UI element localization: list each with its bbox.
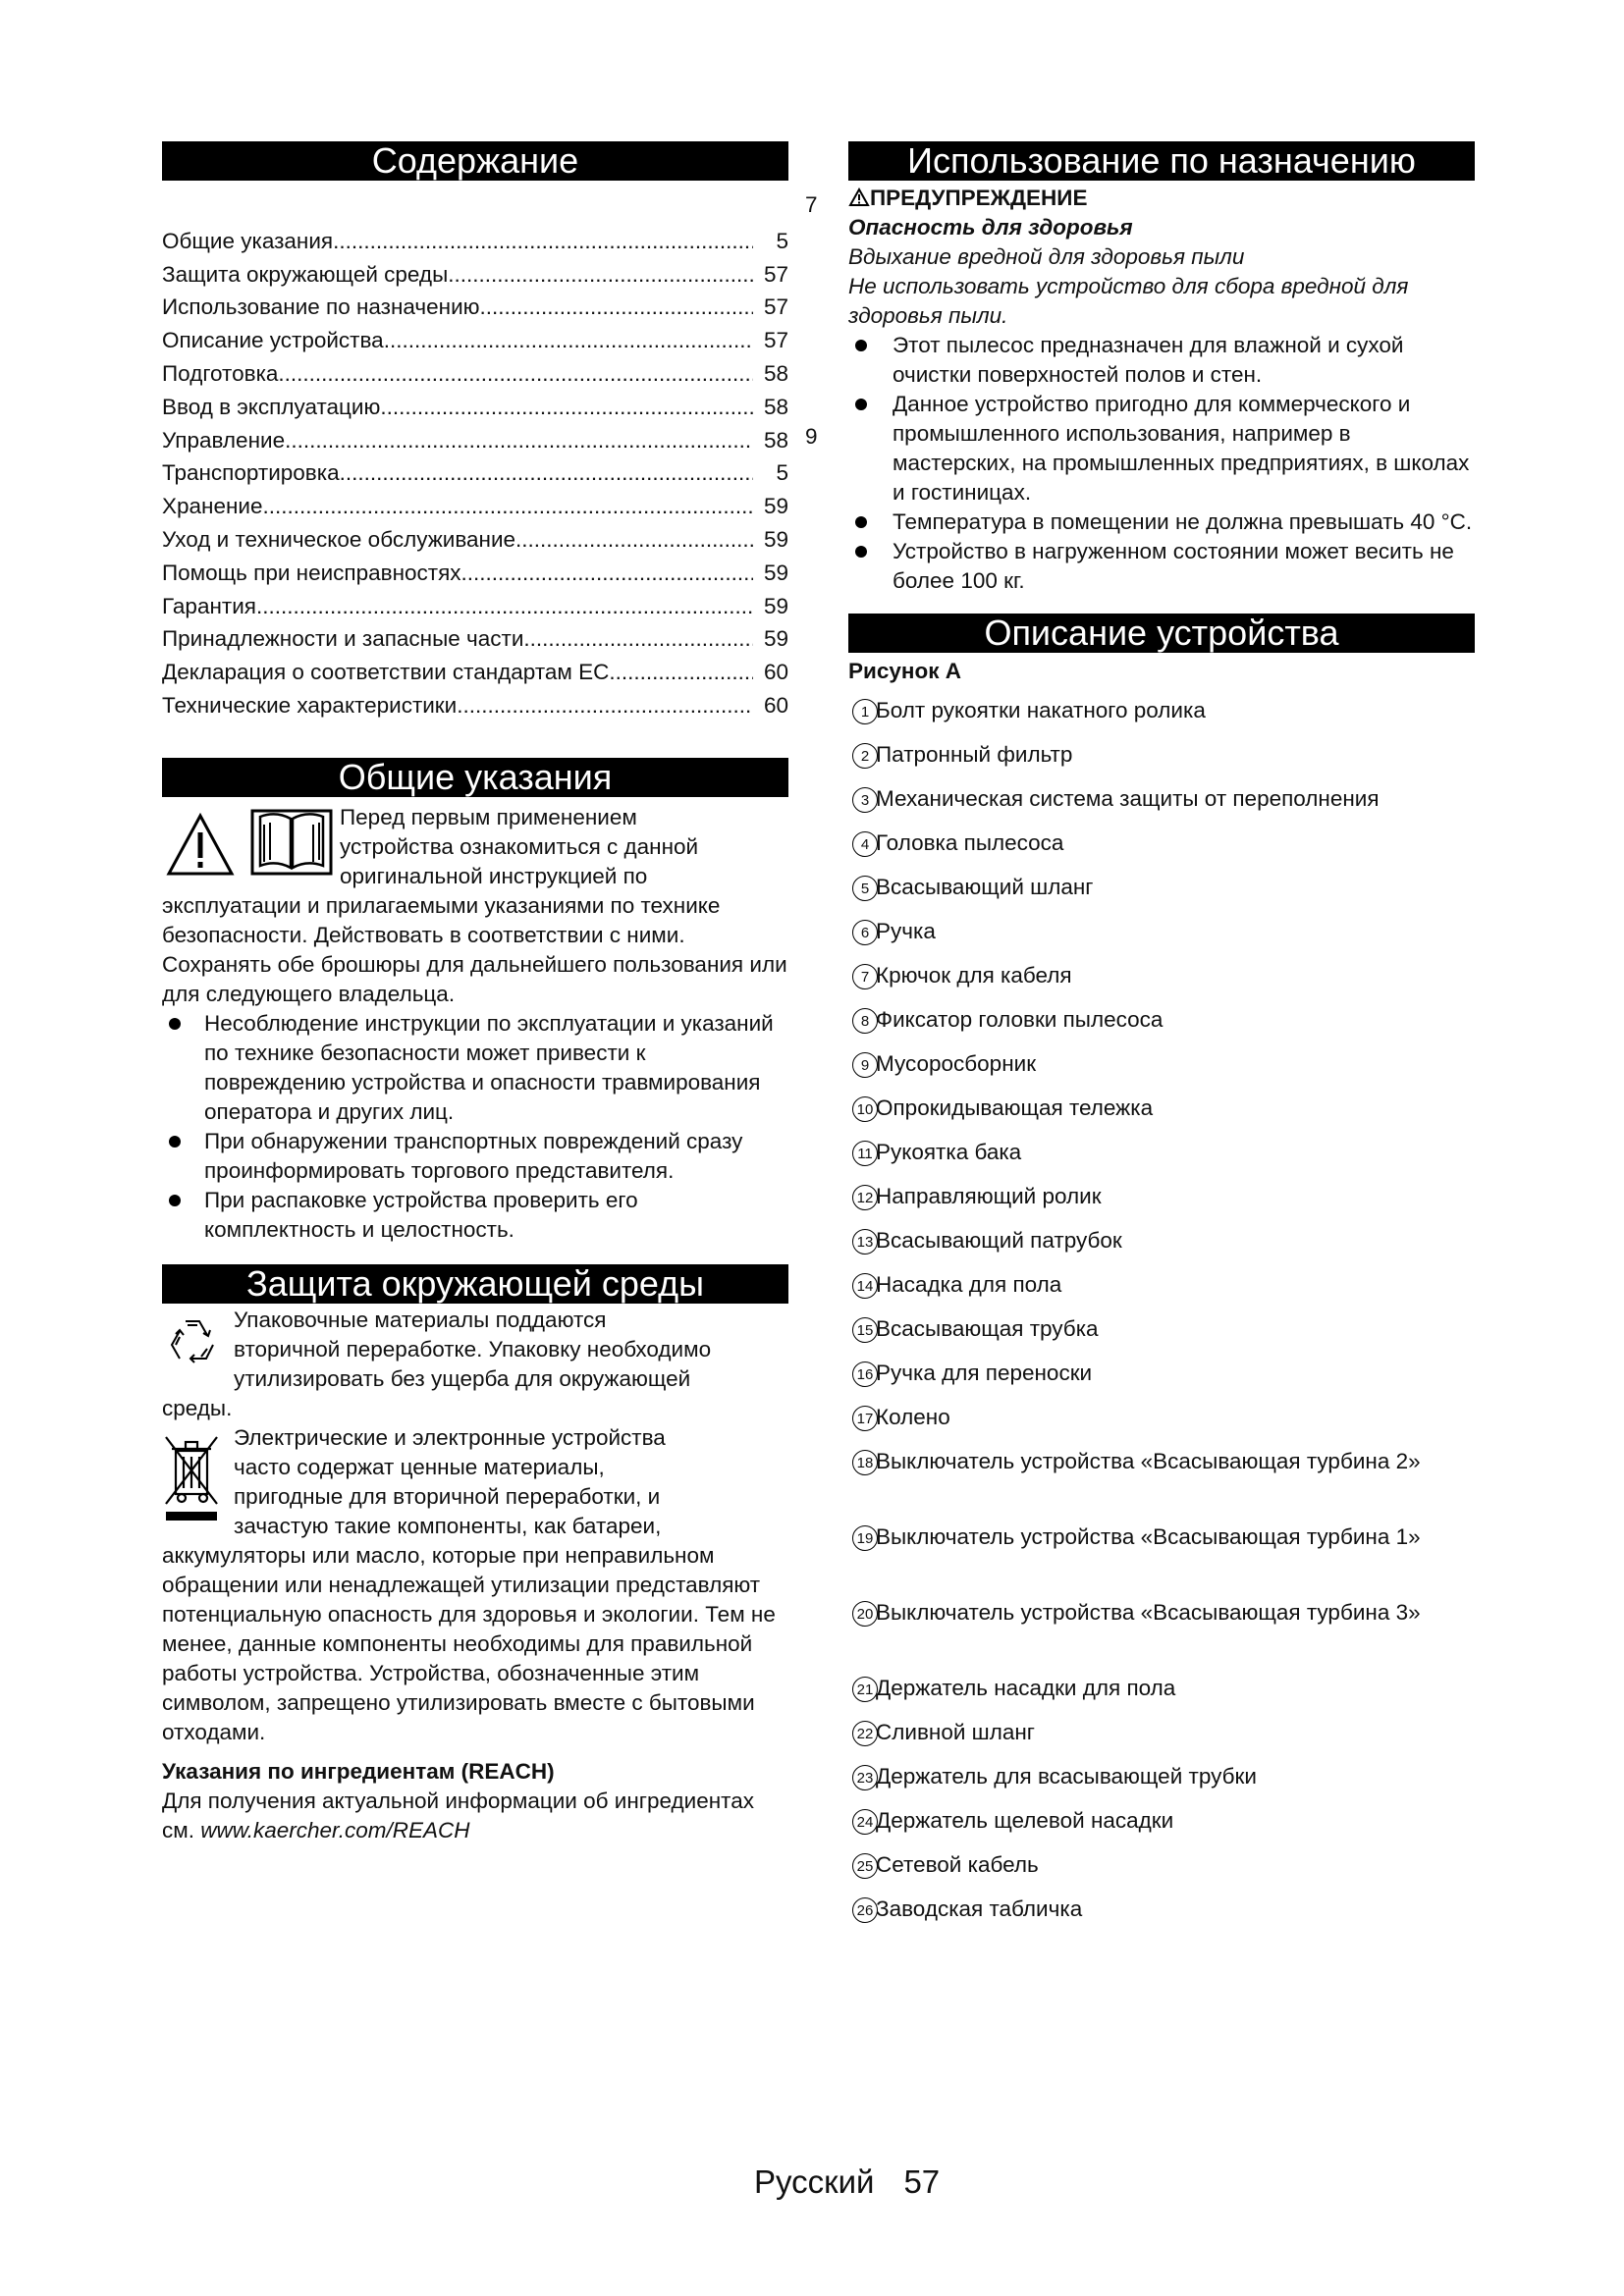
toc-title: Управление [162, 427, 286, 453]
usage-bullet-item: Температура в помещении не должна превышать 40 °C. [848, 507, 1475, 537]
part-label: Держатель насадки для пола [876, 1676, 1176, 1700]
toc-page: 58 [763, 394, 788, 419]
toc-page: 60 [763, 660, 788, 685]
warning-title: Опасность для здоровья [848, 215, 1133, 240]
toc-row[interactable] [162, 621, 788, 655]
part-number-badge: 7 [852, 964, 878, 989]
toc-page: 60 [763, 692, 788, 718]
part-label: Крючок для кабеля [876, 963, 1072, 988]
toc-row[interactable] [162, 355, 788, 389]
part-item [848, 1359, 1475, 1403]
part-item [848, 1762, 1475, 1806]
part-label: Болт рукоятки накатного ролика [876, 698, 1206, 722]
part-number-badge: 4 [852, 831, 878, 857]
toc-row[interactable] [162, 223, 788, 256]
toc-title: Ввод в эксплуатацию [162, 394, 381, 419]
toc-page: 58 [763, 427, 788, 453]
part-label: Выключатель устройства «Всасывающая турбина 1» [876, 1524, 1421, 1549]
toc-leader [333, 227, 753, 256]
part-item [848, 917, 1475, 961]
toc-row[interactable] [162, 322, 788, 355]
electronics-line-3: пригодные для вторичной переработки, и [234, 1483, 661, 1509]
general-intro-line-3: оригинальной инструкцией по [340, 863, 648, 888]
part-item [848, 1226, 1475, 1270]
part-label: Рукоятка бака [876, 1140, 1022, 1164]
stray-number-7: 7 [805, 192, 818, 217]
part-item [848, 1674, 1475, 1718]
toc-leader [285, 426, 753, 455]
part-number-badge: 20 [852, 1601, 878, 1627]
part-item [848, 1806, 1475, 1850]
reach-text [162, 1787, 788, 1845]
reach-link[interactable]: www.kaercher.com/REACH [200, 1817, 470, 1842]
manual-book-icon [250, 805, 333, 880]
usage-bullet-item: Устройство в нагруженном состоянии может весить не более 100 кг. [848, 537, 1475, 596]
toc-leader [448, 260, 753, 290]
toc-leader [461, 559, 753, 588]
toc-leader [523, 624, 753, 654]
toc-page: 5 [776, 228, 788, 253]
toc-leader [262, 492, 753, 521]
part-number-badge: 9 [852, 1052, 878, 1078]
toc-leader [380, 393, 753, 422]
toc-row[interactable] [162, 256, 788, 290]
warning-triangle-icon [166, 813, 235, 878]
reach-title: Указания по ингредиентам (REACH) [162, 1758, 555, 1784]
description-heading: Описание устройства [848, 614, 1475, 653]
part-label: Механическая система защиты от переполнения [876, 786, 1380, 811]
part-item [848, 1598, 1475, 1674]
toc-leader [457, 691, 753, 721]
part-item [848, 1718, 1475, 1762]
toc-row[interactable] [162, 488, 788, 521]
part-number-badge: 22 [852, 1721, 878, 1746]
toc-title: Защита окружающей среды [162, 261, 449, 287]
part-number-badge: 15 [852, 1317, 878, 1343]
electronics-line-2: часто содержат ценные материалы, [234, 1454, 605, 1479]
general-keep-text: Сохранять обе брошюры для дальнейшего пользования или для следующего владельца. [162, 951, 787, 1006]
part-label: Ручка [876, 919, 936, 943]
toc-row[interactable] [162, 521, 788, 555]
packaging-line-2: вторичной переработке. Упаковку необходимо [234, 1336, 712, 1362]
part-item [848, 1005, 1475, 1049]
toc-leader [256, 592, 753, 621]
toc-leader [384, 326, 753, 355]
general-heading: Общие указания [162, 758, 788, 797]
part-item [848, 961, 1475, 1005]
general-bullet-item: Несоблюдение инструкции по эксплуатации и указаний по технике безопасности может привести к повреждению устройства и опасности травмирования оператора и других лиц. [162, 1009, 788, 1127]
part-item [848, 740, 1475, 784]
part-item [848, 1447, 1475, 1522]
part-label: Держатель щелевой насадки [876, 1808, 1174, 1833]
part-number-badge: 13 [852, 1229, 878, 1255]
usage-heading: Использование по назначению [848, 141, 1475, 181]
part-number-badge: 10 [852, 1096, 878, 1122]
toc-title: Уход и техническое обслуживание [162, 526, 516, 552]
part-label: Головка пылесоса [876, 830, 1064, 855]
part-number-badge: 6 [852, 920, 878, 945]
part-label: Выключатель устройства «Всасывающая турбина 3» [876, 1600, 1421, 1625]
part-item [848, 1522, 1475, 1598]
part-item [848, 784, 1475, 828]
toc-title: Хранение [162, 494, 263, 519]
part-number-badge: 12 [852, 1185, 878, 1210]
parts-list [848, 696, 1475, 1939]
part-label: Всасывающая трубка [876, 1316, 1099, 1341]
part-item [848, 696, 1475, 740]
usage-bullet-item: Данное устройство пригодно для коммерческого и промышленного использования, например в мастерских, на промышленных предприятиях, в школах и гостиницах. [848, 390, 1475, 507]
part-number-badge: 25 [852, 1853, 878, 1879]
part-number-badge: 11 [852, 1141, 878, 1166]
part-label: Насадка для пола [876, 1272, 1062, 1297]
electronics-line-4: зачастую такие компоненты, как батареи, [234, 1513, 662, 1538]
part-number-badge: 17 [852, 1406, 878, 1431]
part-number-badge: 1 [852, 699, 878, 724]
toc-page: 59 [763, 626, 788, 652]
electronics-line-1: Электрические и электронные устройства [234, 1424, 666, 1450]
general-bullet-item: При обнаружении транспортных повреждений сразу проинформировать торгового представителя. [162, 1127, 788, 1186]
part-item [848, 1094, 1475, 1138]
toc-page: 59 [763, 494, 788, 519]
toc-title: Описание устройства [162, 328, 384, 353]
environment-section [162, 1306, 788, 1845]
toc-title: Подготовка [162, 360, 279, 386]
toc-heading: Содержание [162, 141, 788, 181]
part-label: Всасывающий патрубок [876, 1228, 1122, 1253]
part-label: Мусоросборник [876, 1051, 1037, 1076]
toc-page: 59 [763, 593, 788, 618]
toc-title: Общие указания [162, 228, 334, 253]
part-label: Сетевой кабель [876, 1852, 1039, 1877]
usage-section [848, 184, 1475, 596]
general-section [162, 803, 788, 1245]
toc-title: Транспортировка [162, 460, 340, 486]
warning-label-row [848, 184, 1475, 213]
part-label: Держатель для всасывающей трубки [876, 1764, 1257, 1789]
general-bullet-list [162, 1009, 788, 1245]
right-column [848, 141, 1475, 1939]
part-item [848, 1403, 1475, 1447]
toc-row[interactable] [162, 290, 788, 323]
toc-title: Помощь при неисправностях [162, 560, 461, 585]
toc-title: Принадлежности и запасные части [162, 626, 524, 652]
part-label: Заводская табличка [876, 1896, 1083, 1921]
part-label: Опрокидывающая тележка [876, 1095, 1154, 1120]
part-number-badge: 26 [852, 1897, 878, 1923]
toc-page: 57 [763, 294, 788, 320]
reach-text-body: Для получения актуальной информации об ингредиентах см. [162, 1788, 754, 1842]
toc-page: 57 [763, 261, 788, 287]
part-number-badge: 16 [852, 1362, 878, 1387]
toc-page: 58 [763, 360, 788, 386]
general-intro-line-2: устройства ознакомиться с данной [340, 833, 699, 859]
part-item [848, 1182, 1475, 1226]
part-number-badge: 14 [852, 1273, 878, 1299]
part-number-badge: 8 [852, 1008, 878, 1034]
part-item [848, 1314, 1475, 1359]
packaging-line-4: среды. [162, 1395, 233, 1420]
figure-label: Рисунок A [848, 659, 961, 683]
part-item [848, 828, 1475, 873]
toc-leader [480, 293, 753, 322]
toc-page: 57 [763, 328, 788, 353]
part-item [848, 1270, 1475, 1314]
crossed-bin-icon [162, 1427, 221, 1525]
toc-row[interactable] [162, 422, 788, 455]
part-item [848, 1138, 1475, 1182]
part-number-badge: 24 [852, 1809, 878, 1835]
toc-row[interactable] [162, 654, 788, 687]
general-intro-line-1: Перед первым применением [340, 804, 637, 829]
part-label: Всасывающий шланг [876, 875, 1094, 899]
toc-title: Декларация о соответствии стандартам ЕС [162, 660, 610, 685]
part-number-badge: 5 [852, 876, 878, 901]
warning-small-icon [848, 187, 870, 207]
left-column [162, 141, 788, 1845]
electronics-rest: аккумуляторы или масло, которые при неправильном обращении или ненадлежащей утилизации представляют потенциальную опасность для здоровья и экологии. Тем не менее, данные компоненты необходимы для правильной работы устройства. Устройства, обозначенные этим символом, запрещено утилизировать вместе с бытовыми отходами. [162, 1542, 776, 1744]
footer-language: Русский [754, 2163, 875, 2200]
usage-bullet-list [848, 331, 1475, 596]
part-number-badge: 3 [852, 787, 878, 813]
toc-title: Технические характеристики [162, 692, 458, 718]
part-label: Фиксатор головки пылесоса [876, 1007, 1164, 1032]
table-of-contents [162, 223, 788, 721]
warning-line-2: Не использовать устройство для сбора вредной для здоровья пыли. [848, 274, 1409, 328]
part-label: Патронный фильтр [876, 742, 1073, 767]
toc-title: Гарантия [162, 593, 256, 618]
packaging-line-1: Упаковочные материалы поддаются [234, 1307, 607, 1332]
toc-leader [340, 458, 753, 488]
toc-page: 59 [763, 526, 788, 552]
toc-leader [278, 359, 753, 389]
part-label: Выключатель устройства «Всасывающая турбина 2» [876, 1449, 1421, 1473]
toc-leader [609, 658, 753, 687]
warning-line-1: Вдыхание вредной для здоровья пыли [848, 244, 1245, 269]
page-number: 57 [903, 2163, 941, 2200]
part-number-badge: 19 [852, 1525, 878, 1551]
environment-heading: Защита окружающей среды [162, 1264, 788, 1304]
page-footer [754, 2163, 940, 2201]
toc-row[interactable] [162, 455, 788, 489]
toc-row[interactable] [162, 588, 788, 621]
part-label: Колено [876, 1405, 950, 1429]
toc-row[interactable] [162, 687, 788, 721]
part-label: Направляющий ролик [876, 1184, 1102, 1208]
toc-page: 5 [776, 460, 788, 486]
general-bullet-item: При распаковке устройства проверить его комплектность и целостность. [162, 1186, 788, 1245]
toc-page: 59 [763, 560, 788, 585]
part-number-badge: 2 [852, 743, 878, 769]
packaging-line-3: утилизировать без ущерба для окружающей [234, 1365, 691, 1391]
part-item [848, 873, 1475, 917]
recycle-icon [162, 1313, 223, 1374]
part-item [848, 1895, 1475, 1939]
toc-title: Использование по назначению [162, 294, 480, 320]
general-intro-rest: эксплуатации и прилагаемыми указаниями по технике безопасности. Действовать в соответствии с ними. [162, 892, 721, 947]
usage-bullet-item: Этот пылесос предназначен для влажной и сухой очистки поверхностей полов и стен. [848, 331, 1475, 390]
toc-row[interactable] [162, 555, 788, 588]
part-number-badge: 23 [852, 1765, 878, 1790]
part-item [848, 1850, 1475, 1895]
part-label: Сливной шланг [876, 1720, 1035, 1744]
toc-row[interactable] [162, 389, 788, 422]
part-item [848, 1049, 1475, 1094]
part-number-badge: 21 [852, 1677, 878, 1702]
stray-number-9: 9 [805, 424, 818, 449]
warning-label: ПРЕДУПРЕЖДЕНИЕ [870, 186, 1088, 210]
toc-leader [515, 525, 753, 555]
part-number-badge: 18 [852, 1450, 878, 1475]
part-label: Ручка для переноски [876, 1361, 1093, 1385]
